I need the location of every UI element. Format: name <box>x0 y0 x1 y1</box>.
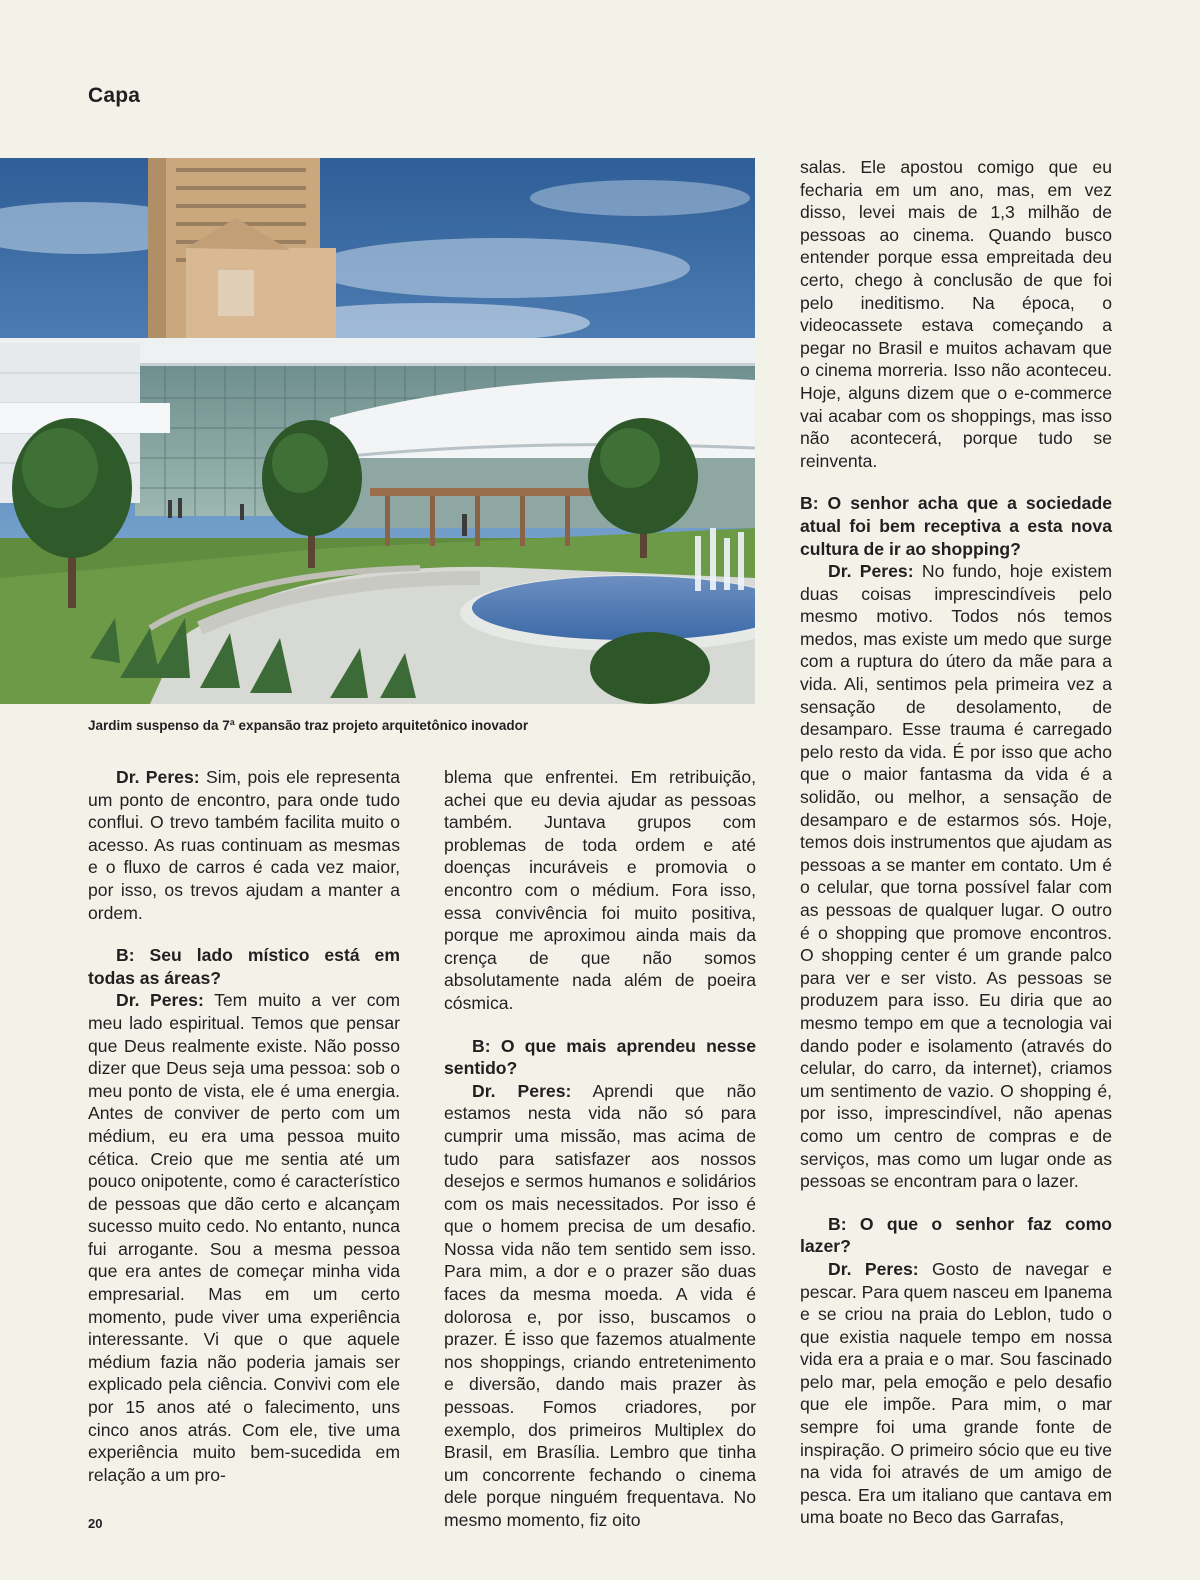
speaker-label: Dr. Peres: <box>116 767 200 787</box>
answer-text: No fundo, hoje existem duas coisas imprescindíveis pelo mesmo motivo. Todos nós temos medos, mas existe um medo que surge com a ruptura do útero da mãe para a vida. Ali, sentimos pela primeira vez a sensação de desolamento, de desamparo. Esse trauma é carregado pelo resto da vida. É por isso que acho que o maior fantasma da vida é a solidão, ou melhor, a sensação de desamparo e de estarmos sós. Hoje, temos dois instrumentos que ajudam as pessoas a se manter em contato. Um é o celular, que torna possível falar com as pessoas de qualquer lugar. O outro é o shopping que promove encontros. O shopping center é um grande palco para ver e ser visto. As pessoas se produzem para isso. Eu diria que ao mesmo tempo em que a tecnologia vai dando poder e isolamento (através do celular, do carro, da internet), criamos um sentimento de vazio. O shopping é, por isso, imprescindível, não apenas como um centro de compras e de serviços, mas como um lugar onde as pessoas se encontram para o lazer. <box>800 561 1113 1192</box>
photo-caption: Jardim suspenso da 7ª expansão traz projeto arquitetônico inovador <box>88 718 529 733</box>
answer-paragraph <box>444 1080 756 1532</box>
answer-text: Sim, pois ele representa um ponto de encontro, para onde tudo conflui. O trevo também facilita muito o acesso. As ruas continuam as mesmas e o fluxo de carros é cada vez maior, por isso, os trevos ajudam a manter a ordem. <box>88 767 401 923</box>
answer-paragraph <box>800 1258 1112 1529</box>
answer-paragraph <box>88 766 400 924</box>
answer-text: Gosto de navegar e pescar. Para quem nasceu em Ipanema e se criou na praia do Leblon, tudo o que existia naquele tempo em nossa vida era a praia e o mar. Sou fascinado pelo mar, pela emoção e pelo desafio que ele impõe. Para mim, o mar sempre foi uma grande fonte de inspiração. O primeiro sócio que eu tive na vida foi através de um amigo de pesca. Era um italiano que cantava em uma boate no Beco das Garrafas, <box>800 1258 1112 1528</box>
interview-question: B: O senhor acha que a sociedade atual foi bem receptiva a esta nova cultura de ir ao shopping? <box>800 493 1112 559</box>
interview-question: B: Seu lado místico está em todas as áreas? <box>88 945 400 988</box>
answer-continuation: blema que enfrentei. Em retribuição, achei que eu devia ajudar as pessoas também. Juntava grupos com problemas de toda ordem e até doenças incuráveis e promovia o encontro com o médium. Fora isso, essa convivência foi muito positiva, porque me aproximou ainda mais da crença de que não somos absolutamente nada além de poeira cósmica. <box>444 767 756 1013</box>
speaker-label: Dr. Peres: <box>828 561 914 582</box>
article-column-1 <box>88 766 400 1486</box>
speaker-label: Dr. Peres: <box>116 990 204 1011</box>
article-column-3 <box>800 156 1112 1529</box>
answer-paragraph <box>88 989 400 1486</box>
architectural-rendering-image <box>0 158 755 704</box>
interview-question: B: O que o senhor faz como lazer? <box>800 1213 1112 1257</box>
answer-paragraph <box>800 560 1112 1193</box>
speaker-label: Dr. Peres: <box>828 1258 919 1279</box>
speaker-label: Dr. Peres: <box>472 1080 572 1101</box>
interview-question: B: O que mais aprendeu nesse sentido? <box>444 1035 756 1079</box>
article-column-2 <box>444 766 756 1532</box>
answer-text: Tem muito a ver com meu lado espiritual. Temos que pensar que Deus realmente existe. Não posso dizer que Deus seja uma pessoa: sob o meu ponto de vista, ele é uma energia. Antes de conviver de perto com um médium, eu era uma pessoa muito cética. Creio que me sentia até um pouco onipotente, como é característico de pessoas que dão certo e alcançam sucesso muito cedo. No entanto, nunca fui arrogante. Sou a mesma pessoa que era antes de começar minha vida empresarial. Mas em um certo momento, pude viver uma experiência interessante. Vi que o que aquele médium fazia não poderia jamais ser explicado pela ciência. Convivi com ele por 15 anos até o falecimento, uns cinco anos atrás. Com ele, tive uma experiência muito bem-sucedida em relação a um pro- <box>88 990 400 1485</box>
section-label: Capa <box>88 84 141 107</box>
page-number: 20 <box>88 1516 103 1531</box>
answer-text: Aprendi que não estamos nesta vida não só para cumprir uma missão, mas acima de tudo para satisfazer aos nossos desejos e sermos humanos e solidários com os mais necessitados. Por isso é que o homem precisa de um desafio. Nossa vida não tem sentido sem isso. Para mim, a dor e o prazer são duas faces da mesma moeda. A vida é dolorosa e, por isso, buscamos o prazer. É isso que fazemos atualmente nos shoppings, criando entretenimento e diversão, dando mais prazer às pessoas. Fomos criadores, por exemplo, dos primeiros Multiplex do Brasil, em Brasília. Lembro que tinha um concorrente fechando o cinema dele porque ninguém frequentava. No mesmo momento, fiz oito <box>444 1080 757 1530</box>
answer-continuation: salas. Ele apostou comigo que eu fecharia em um ano, mas, em vez disso, levei mais de 1,3 milhão de pessoas ao cinema. Quando busco entender porque essa empreitada deu certo, chego à conclusão de que foi pelo ineditismo. Na época, o videocassete estava começando a pegar no Brasil e muitos achavam que o cinema morreria. Isso não aconteceu. Hoje, alguns dizem que o e-commerce vai acabar com os shoppings, mas isso não acontecerá, porque tudo se reinventa. <box>800 157 1112 471</box>
